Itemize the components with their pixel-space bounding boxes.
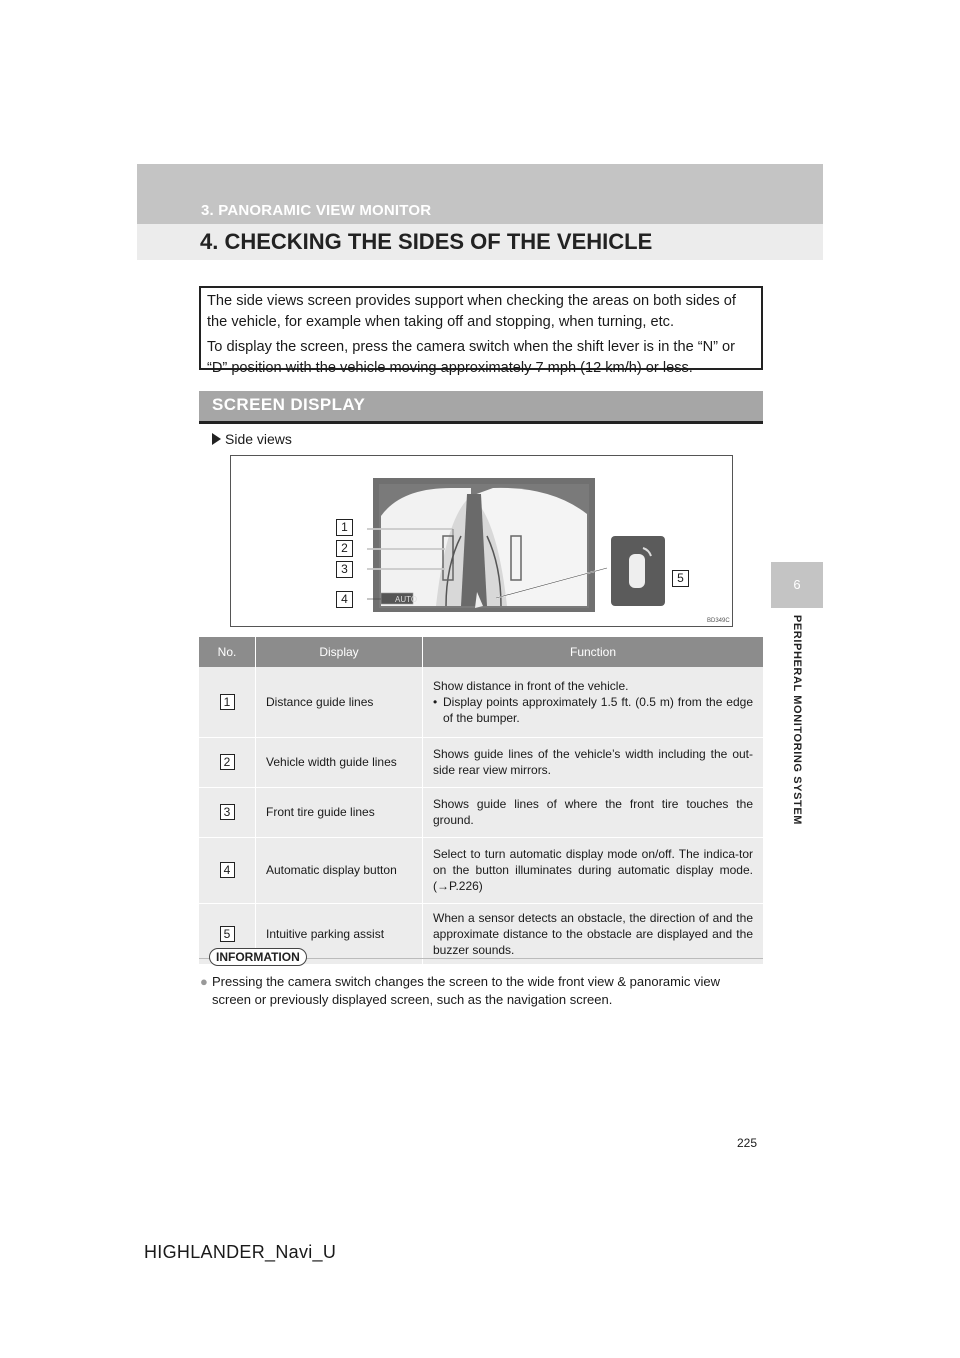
side-views-label: Side views [225,431,292,447]
side-views-figure [230,455,733,627]
table-header-row [199,637,763,667]
figure-code: BD349C [707,618,730,624]
row-number: 5 [220,926,235,942]
table-row [199,787,763,837]
row-function: Show distance in front of the vehicle. [433,678,629,693]
row-number: 4 [220,862,235,878]
section-header-band [137,164,823,224]
callout-5: 5 [672,570,689,587]
display-function-table [199,637,763,965]
information-text-block [200,973,762,1009]
table-row [199,667,763,737]
row-function: Shows guide lines of where the front tire touches the ground. [423,787,764,837]
subsection-heading-text: SCREEN DISPLAY [212,395,366,414]
col-no: No. [199,637,256,667]
information-text: Pressing the camera switch changes the screen to the wide front view & panoramic view screen or previously displayed screen, such as the navigation screen. [212,974,720,1007]
page-title-band [137,224,823,260]
bullet-dot-icon: ● [200,974,208,989]
callout-1: 1 [336,519,353,536]
row-display: Intuitive parking assist [256,903,423,964]
table-row [199,737,763,787]
row-number: 2 [220,754,235,770]
row-number: 3 [220,804,235,820]
callout-4: 4 [336,591,353,608]
col-display: Display [256,637,423,667]
row-display: Automatic display button [256,837,423,903]
intro-box [199,286,763,376]
page-title: 4. CHECKING THE SIDES OF THE VEHICLE [200,229,653,254]
intro-paragraph-1: The side views screen provides support when checking the areas on both sides of the vehicle, for example when taking off and stopping, when turning, etc. [207,293,736,330]
row-function: Select to turn automatic display mode on/off. The indica-tor on the button illuminates during automatic display mode. (→P.226) [423,837,764,903]
intro-paragraph-2: To display the screen, press the camera switch when the shift lever is in the “N” or “D” position with the vehicle moving approximately 7 mph (12 km/h) or less. [207,339,736,376]
information-badge: INFORMATION [209,948,307,966]
table-row [199,837,763,903]
row-function: When a sensor detects an obstacle, the direction of and the approximate distance to the obstacle are displayed and the buzzer sounds. [423,903,764,964]
row-display: Vehicle width guide lines [256,737,423,787]
chapter-tab: 6 [771,562,823,608]
row-number: 1 [220,694,235,710]
row-display: Distance guide lines [256,667,423,737]
row-function-bullet: • Display points approximately 1.5 ft. (0.5 m) from the edge of the bumper. [433,694,753,726]
triangle-bullet-icon [212,433,221,445]
chapter-title-vertical: PERIPHERAL MONITORING SYSTEM [791,614,803,826]
callout-2: 2 [336,540,353,557]
footer-model: HIGHLANDER_Navi_U [144,1242,337,1262]
side-views-illustration [231,456,734,628]
side-views-bullet [212,431,292,447]
auto-button-label: AUTO [395,595,418,604]
row-display: Front tire guide lines [256,787,423,837]
col-function: Function [423,637,764,667]
row-function: Shows guide lines of the vehicle’s width including the out-side rear view mirrors. [423,737,764,787]
section-title: 3. PANORAMIC VIEW MONITOR [201,202,432,219]
callout-3: 3 [336,561,353,578]
subsection-heading [199,391,763,424]
page-number: 225 [737,1136,758,1150]
